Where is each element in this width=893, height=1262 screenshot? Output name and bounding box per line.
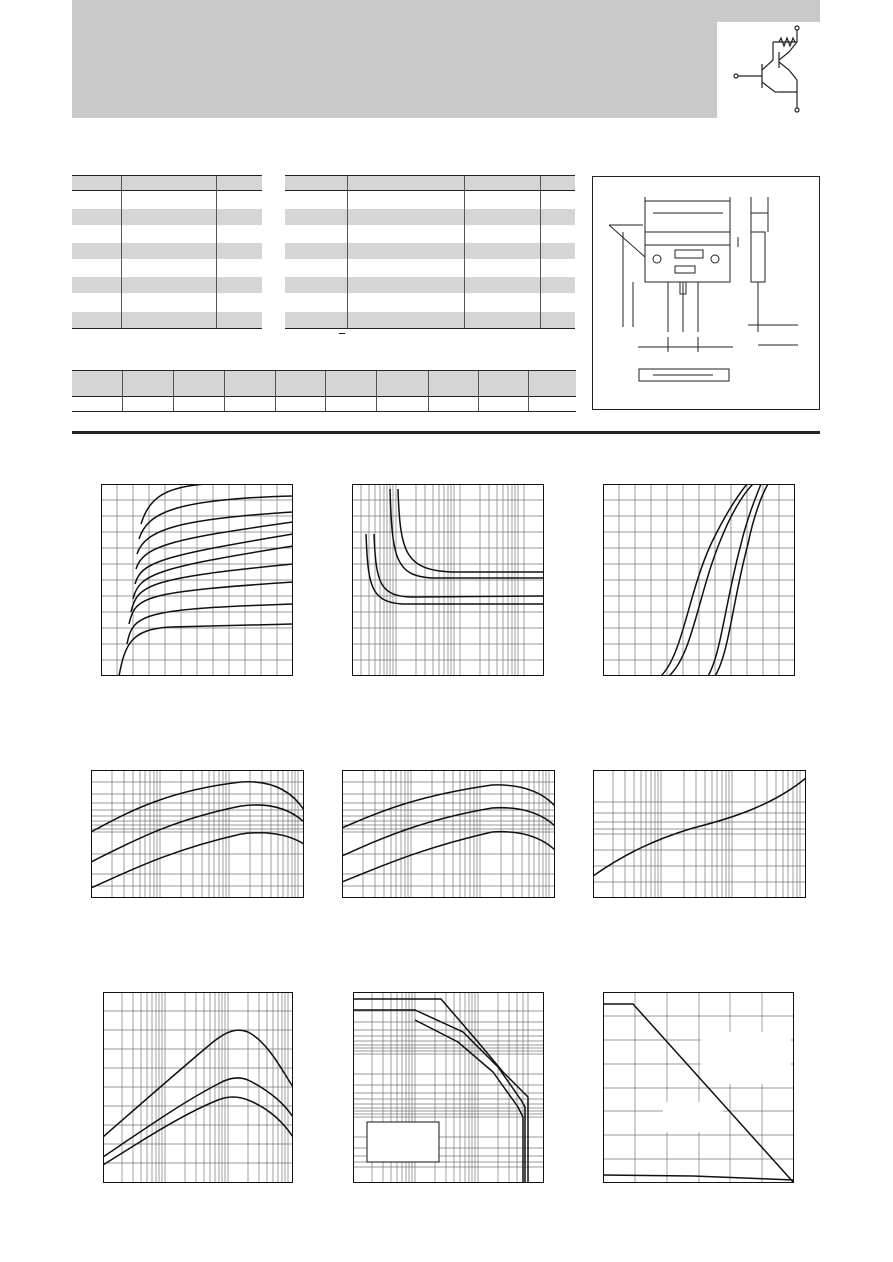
graph-safe-operating-area [353,992,544,1183]
graph-rising-curve [593,770,806,898]
graph-saturation-voltage [352,484,544,676]
graph-peak-curve [103,992,293,1183]
graph-hfe-vs-ic-1 [91,770,304,898]
darlington-symbol [717,22,820,118]
package-outline-box [592,176,820,410]
section-divider [72,431,820,434]
header-band [72,0,820,118]
graph-transfer-characteristics [603,484,795,676]
graph-power-derating [603,992,794,1183]
graph-hfe-vs-ic-2 [342,770,555,898]
graph-output-characteristics [101,484,293,676]
